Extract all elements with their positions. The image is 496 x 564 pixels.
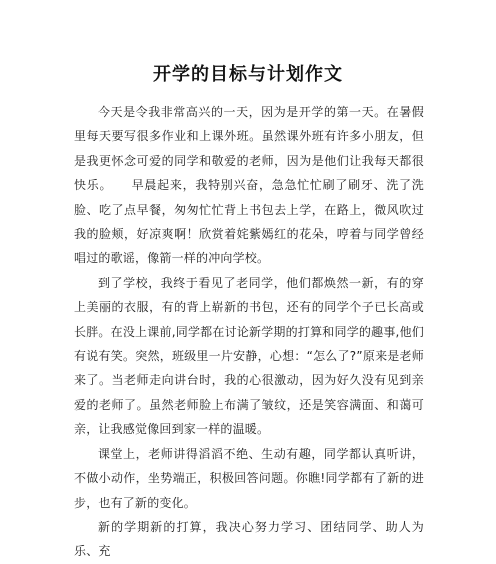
paragraph: 今天是令我非常高兴的一天，因为是开学的第一天。在暑假里每天要写很多作业和上课外班。虽然课外班有许多小朋友，但是我更怀念可爱的同学和敬爱的老师，因为是他们让我每天都很快乐。 早晨起来，我特别兴奋，急急忙忙刷了刷牙、洗了洗脸、吃了点早餐，匆匆忙忙背上书包去上学，在路上，微风吹过我的脸颊，好凉爽啊！欣赏着姹紫嫣红的花朵，哼着与同学曾经唱过的歌谣，像箭一样的冲向学校。 bbox=[74, 105, 424, 266]
document-title: 开学的目标与计划作文 bbox=[153, 64, 343, 85]
paragraph: 课堂上，老师讲得滔滔不绝、生动有趣，同学都认真听讲，不做小动作，坐势端正，积极回答问题。你瞧!同学都有了新的进步，也有了新的变化。 bbox=[74, 446, 424, 510]
paragraph: 新的学期新的打算，我决心努力学习、团结同学、助人为乐、充 bbox=[74, 519, 424, 559]
paragraph: 到了学校，我终于看见了老同学，他们都焕然一新，有的穿上美丽的衣服，有的背上崭新的书包，还有的同学个子已长高或长胖。在没上课前,同学都在讨论新学期的打算和同学的趣事,他们有说有笑。突然，班级里一片安静，心想：“怎么了?”原来是老师来了。当老师走向讲台时，我的心很激动，因为好久没有见到亲爱的老师了。虽然老师脸上布满了皱纹，还是笑容满面、和蔼可亲，让我感觉像回到家一样的温暖。 bbox=[74, 275, 424, 437]
document-body bbox=[74, 100, 424, 564]
